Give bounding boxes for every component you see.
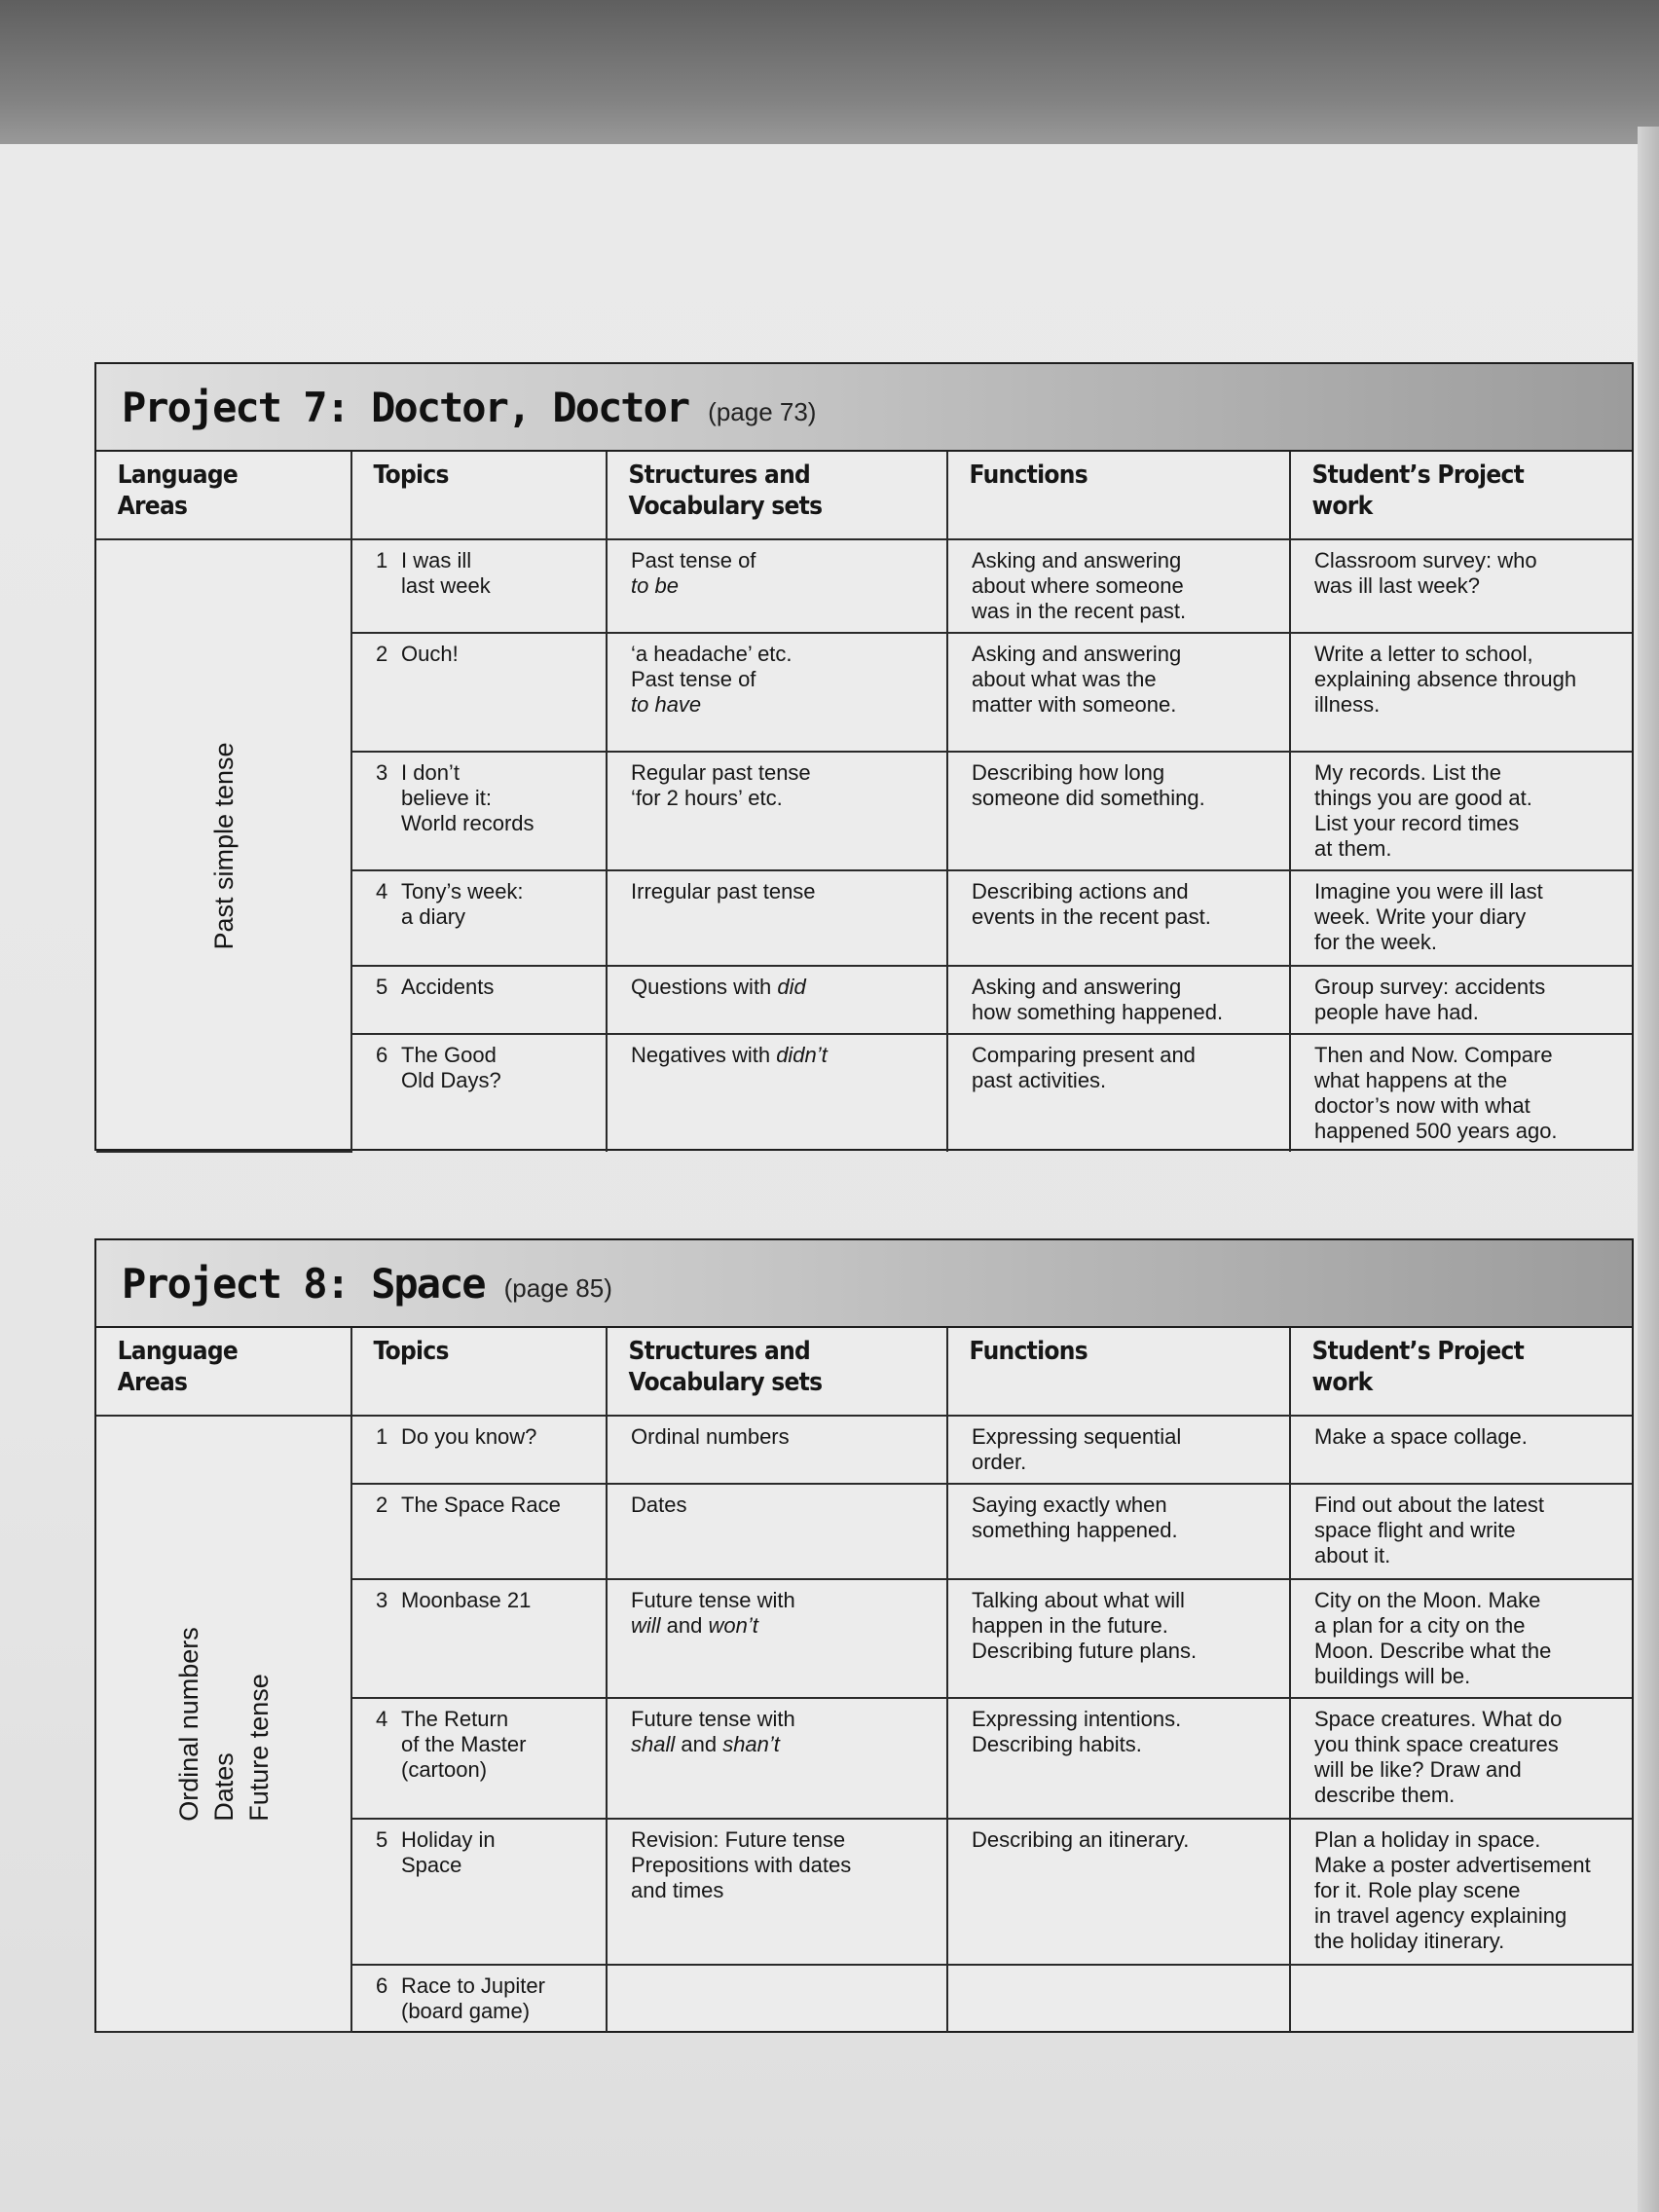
project-work-cell: Then and Now. Compare what happens at the doctor’s now with what happened 500 years ago.: [1290, 1034, 1632, 1152]
header-row: [96, 452, 1632, 539]
header-structures: Structures and Vocabulary sets: [607, 1328, 913, 1416]
topic-cell: 1 I was ill last week: [351, 539, 607, 633]
project-work-cell: My records. List the things you are good at. List your record times at them.: [1290, 752, 1632, 870]
project-work-cell: Space creatures. What do you think space creatures will be like? Draw and describe them.: [1290, 1698, 1632, 1819]
header-project-work: Student’s Project work: [1290, 452, 1598, 539]
header-functions: Functions: [947, 1328, 1256, 1416]
project-7-grid: [96, 452, 1632, 1153]
structures-cell: ‘a headache’ etc. Past tense of to have: [607, 633, 947, 752]
topic-cell: 5 Accidents: [351, 966, 607, 1034]
functions-cell: Expressing intentions. Describing habits.: [947, 1698, 1290, 1819]
language-area-cell: [96, 1416, 351, 2032]
project-7-table: [94, 362, 1634, 1151]
functions-cell: Expressing sequential order.: [947, 1416, 1290, 1484]
project-7-banner: [96, 364, 1632, 452]
project-work-cell: Make a space collage.: [1290, 1416, 1632, 1484]
functions-cell: Describing an itinerary.: [947, 1819, 1290, 1965]
functions-cell: Comparing present and past activities.: [947, 1034, 1290, 1152]
functions-cell: Asking and answering how something happened.: [947, 966, 1290, 1034]
header-project-work: Student’s Project work: [1290, 1328, 1598, 1416]
structures-cell: Future tense with shall and shan’t: [607, 1698, 947, 1819]
topic-cell: 4 Tony’s week: a diary: [351, 870, 607, 966]
project-7-title: Project 7: Doctor, Doctor: [122, 383, 689, 431]
topic-cell: 5 Holiday in Space: [351, 1819, 607, 1965]
page-edge: [1638, 127, 1659, 2212]
project-8-table: [94, 1238, 1634, 2033]
structures-cell: Irregular past tense: [607, 870, 947, 966]
header-language-areas: Language Areas: [96, 452, 326, 539]
functions-cell: Talking about what will happen in the future. Describing future plans.: [947, 1579, 1290, 1698]
project-work-cell: Imagine you were ill last week. Write your diary for the week.: [1290, 870, 1632, 966]
language-area-text: Past simple tense: [208, 741, 239, 950]
topic-cell: 3 Moonbase 21: [351, 1579, 607, 1698]
topic-cell: 3 I don’t believe it: World records: [351, 752, 607, 870]
table-row: [96, 539, 1632, 633]
structures-cell: Dates: [607, 1484, 947, 1579]
topic-cell: 2 The Space Race: [351, 1484, 607, 1579]
project-work-cell: Write a letter to school, explaining absence through illness.: [1290, 633, 1632, 752]
functions-cell: Asking and answering about what was the matter with someone.: [947, 633, 1290, 752]
project-work-cell: [1290, 1965, 1632, 2032]
photo-background-top: [0, 0, 1659, 146]
structures-cell: Regular past tense ‘for 2 hours’ etc.: [607, 752, 947, 870]
header-functions: Functions: [947, 452, 1256, 539]
language-area-text: Ordinal numbers Dates Future tense: [173, 1626, 274, 1822]
table-row: [96, 1416, 1632, 1484]
functions-cell: Saying exactly when something happened.: [947, 1484, 1290, 1579]
structures-cell: Questions with did: [607, 966, 947, 1034]
topic-cell: 4 The Return of the Master (cartoon): [351, 1698, 607, 1819]
topic-cell: 6 The Good Old Days?: [351, 1034, 607, 1152]
project-work-cell: Classroom survey: who was ill last week?: [1290, 539, 1632, 633]
structures-cell: Past tense of to be: [607, 539, 947, 633]
functions-cell: Describing actions and events in the recent past.: [947, 870, 1290, 966]
project-8-grid: [96, 1328, 1632, 2033]
topic-cell: 2 Ouch!: [351, 633, 607, 752]
functions-cell: Describing how long someone did something.: [947, 752, 1290, 870]
structures-cell: Revision: Future tense Prepositions with dates and times: [607, 1819, 947, 1965]
structures-cell: Ordinal numbers: [607, 1416, 947, 1484]
structures-cell: [607, 1965, 947, 2032]
project-8-title: Project 8: Space: [122, 1259, 485, 1308]
project-work-cell: Group survey: accidents people have had.: [1290, 966, 1632, 1034]
topic-cell: 1 Do you know?: [351, 1416, 607, 1484]
functions-cell: Asking and answering about where someone was in the recent past.: [947, 539, 1290, 633]
structures-cell: Future tense with will and won’t: [607, 1579, 947, 1698]
project-work-cell: City on the Moon. Make a plan for a city on the Moon. Describe what the buildings will be.: [1290, 1579, 1632, 1698]
header-topics: Topics: [351, 1328, 581, 1416]
header-topics: Topics: [351, 452, 581, 539]
project-8-banner: [96, 1240, 1632, 1328]
project-work-cell: Plan a holiday in space. Make a poster advertisement for it. Role play scene in travel agency explaining the holiday itinerary.: [1290, 1819, 1632, 1965]
topic-cell: 6 Race to Jupiter (board game): [351, 1965, 607, 2032]
project-7-page-ref: (page 73): [708, 396, 817, 426]
project-work-cell: Find out about the latest space flight and write about it.: [1290, 1484, 1632, 1579]
project-8-page-ref: (page 85): [503, 1272, 612, 1303]
header-language-areas: Language Areas: [96, 1328, 326, 1416]
header-row: [96, 1328, 1632, 1416]
header-structures: Structures and Vocabulary sets: [607, 452, 913, 539]
language-area-cell: [96, 539, 351, 1152]
structures-cell: Negatives with didn’t: [607, 1034, 947, 1152]
functions-cell: [947, 1965, 1290, 2032]
